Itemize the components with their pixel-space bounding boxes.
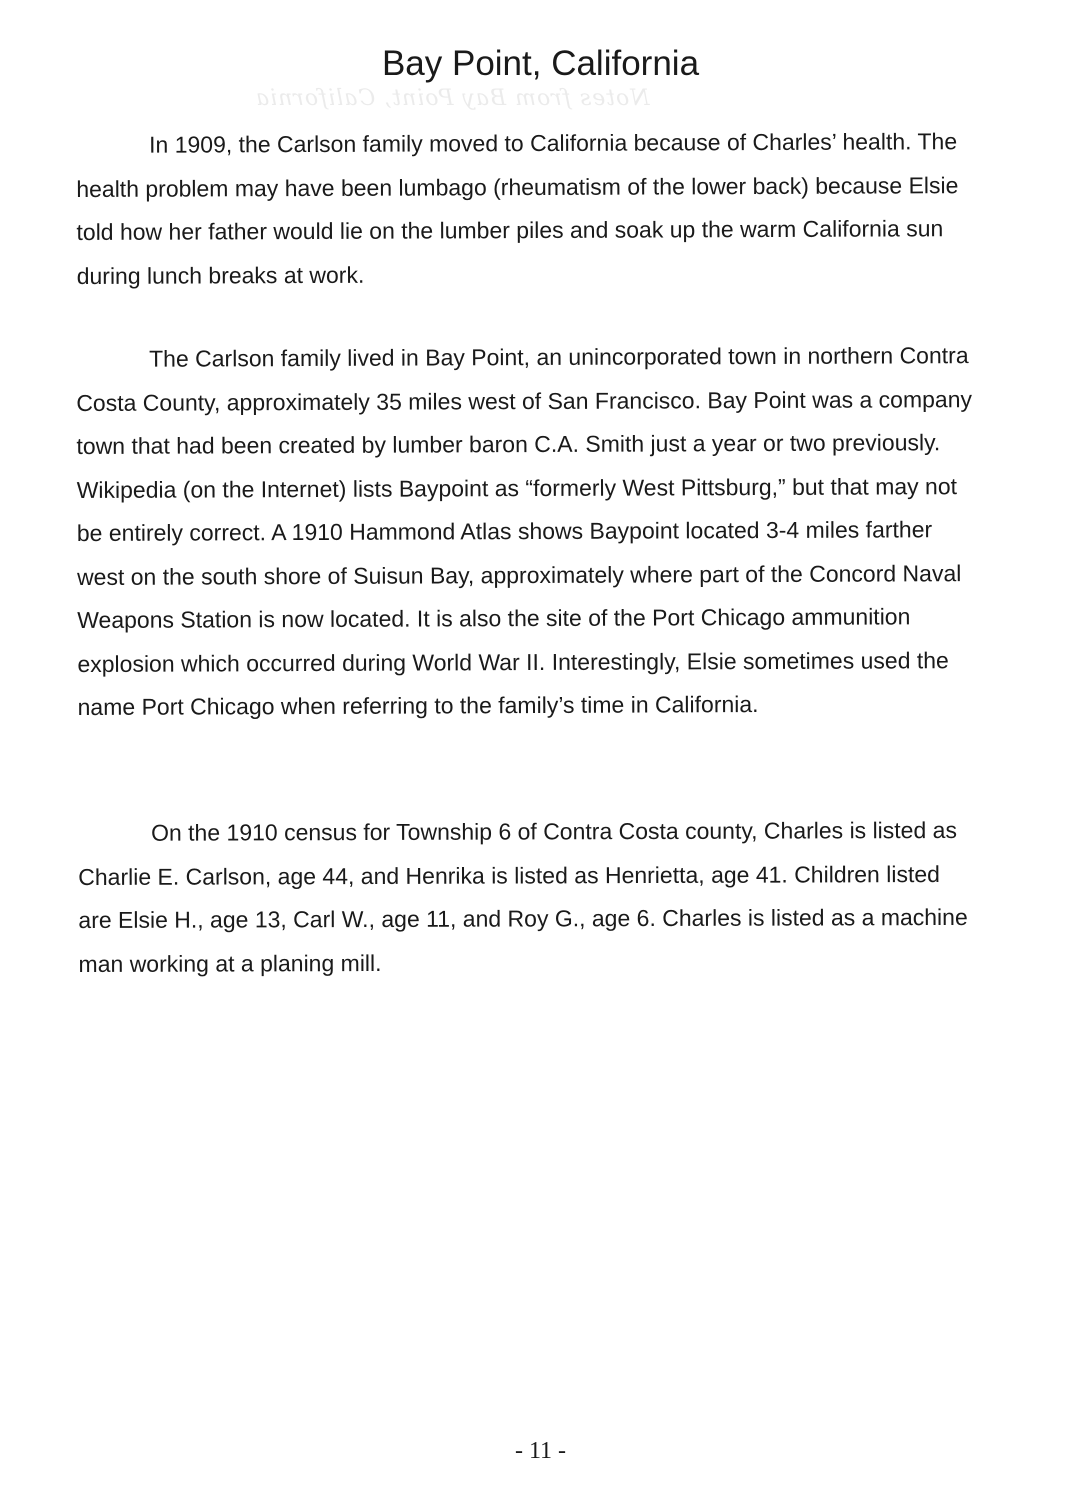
- paragraph-1910-census: On the 1910 census for Township 6 of Contra Costa county, Charles is listed as Charlie E. Carlson, age 44, and Henrika is listed as Henrietta, age 41. Children listed are Elsie H., age 13, Carl W., age 11, and Roy G., age 6. Charles is listed as a machine man working at a planing mill.: [78, 816, 968, 977]
- paragraph-bay-point-town: The Carlson family lived in Bay Point, an unincorporated town in northern Contra Costa County, approximately 35 miles west of San Francisco. Bay Point was a company town that had been created by lumber baron C.A. Smith just a year or two previously. Wikipedia (on the Internet) lists Baypoint as “formerly West Pittsburg,” but that may not be entirely correct. A 1910 Hammond Atlas shows Baypoint located 3-4 miles farther west on the south shore of Suisun Bay, approximately where part of the Concord Naval Weapons Station is now located. It is also the site of the Port Chicago ammunition explosion which occurred during World War II. Interestingly, Elsie sometimes used the name Port Chicago when referring to the family’s time in California.: [76, 342, 973, 720]
- paragraph-move-to-california: In 1909, the Carlson family moved to California because of Charles’ health. The health problem may have been lumbago (rheumatism of the lower back) because Elsie told how her father would lie on the lumber piles and soak up the warm California sun during lunch breaks at work.: [76, 128, 959, 289]
- bleed-through-text: Notes from Bay Point, California: [255, 86, 650, 111]
- page-number: - 11 -: [514, 1438, 567, 1464]
- page-title: Bay Point, California: [381, 44, 700, 83]
